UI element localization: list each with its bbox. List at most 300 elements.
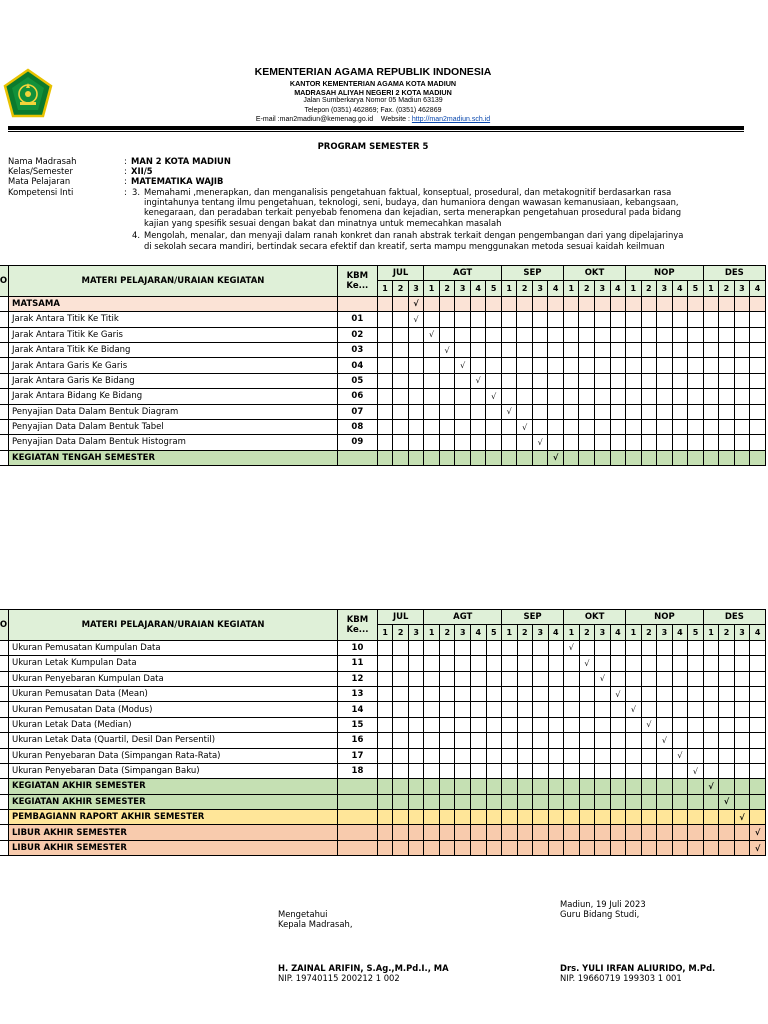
week-cell [641,435,657,450]
week-cell [455,389,471,404]
week-cell [377,733,393,748]
week-cell [610,825,626,840]
week-cell [688,671,704,686]
week-cell [750,702,766,717]
week-header: 1 [377,625,393,640]
week-cell [595,373,611,388]
week-cell [719,686,735,701]
week-cell [579,312,595,327]
week-cell [719,763,735,778]
week-cell [688,656,704,671]
info-value: MAN 2 KOTA MADIUN [131,156,231,166]
week-cell [455,419,471,434]
week-cell [471,686,487,701]
week-cell [750,435,766,450]
week-cell [703,794,719,809]
week-cell [564,656,580,671]
week-cell [688,358,704,373]
check-mark: √ [703,779,719,794]
week-cell [703,358,719,373]
week-cell [563,419,579,434]
week-cell [533,640,549,655]
week-cell [579,702,595,717]
month-header: OKT [564,610,626,625]
week-cell [626,389,642,404]
week-cell [688,373,704,388]
principal-nip: NIP. 19740115 200212 1 002 [278,973,400,983]
week-cell [439,419,455,434]
week-cell [626,312,642,327]
signature-left [278,909,353,929]
week-cell [719,342,735,357]
week-cell [657,840,673,855]
week-cell [501,373,517,388]
week-cell [626,686,642,701]
table-row [0,389,766,404]
week-cell [377,450,393,465]
week-cell [424,404,440,419]
row-number-cell [0,342,8,357]
check-mark: √ [532,435,548,450]
week-cell [688,296,704,311]
week-cell [470,389,486,404]
week-cell [688,810,704,825]
week-cell [393,810,409,825]
week-cell [750,810,766,825]
week-cell [672,419,688,434]
week-cell [719,435,735,450]
check-mark: √ [626,702,642,717]
week-cell [688,702,704,717]
week-cell [470,312,486,327]
week-cell [610,840,626,855]
week-header: 1 [563,281,579,296]
week-cell [424,450,440,465]
week-cell [672,671,688,686]
week-cell [517,763,533,778]
week-cell [734,779,750,794]
week-header: 3 [657,281,673,296]
week-cell [377,435,393,450]
week-cell [703,404,719,419]
week-cell [750,450,766,465]
week-cell [579,779,595,794]
week-cell [626,717,642,732]
week-cell [455,686,471,701]
ki4-number: 4. [132,230,140,240]
teacher-nip: NIP. 19660719 199303 1 001 [560,973,682,983]
check-mark: √ [610,686,626,701]
week-cell [672,358,688,373]
signature-left-name [278,963,449,983]
week-cell [486,312,502,327]
week-header: 4 [672,625,688,640]
table-row [0,671,766,686]
week-cell [486,656,502,671]
week-cell [579,717,595,732]
week-header: 1 [703,281,719,296]
week-cell [533,733,549,748]
week-cell [533,825,549,840]
row-kbm: 17 [338,748,378,763]
week-cell [672,763,688,778]
week-cell [533,779,549,794]
week-cell [734,312,750,327]
week-cell [672,373,688,388]
week-cell [641,327,657,342]
week-cell [393,373,409,388]
week-cell [626,779,642,794]
week-cell [641,389,657,404]
principal-name: H. ZAINAL ARIFIN, S.Ag.,M.Pd.I., MA [278,963,449,973]
week-cell [517,404,533,419]
row-number-cell [0,763,8,778]
row-number-cell [0,327,8,342]
week-header: 2 [641,281,657,296]
week-cell [750,656,766,671]
office-name: KANTOR KEMENTERIAN AGAMA KOTA MADIUN [289,79,457,88]
week-cell [393,389,409,404]
week-cell [703,640,719,655]
week-cell [610,296,626,311]
week-cell [517,312,533,327]
week-cell [734,435,750,450]
month-header: NOP [626,266,704,281]
table-row [0,656,766,671]
week-cell [672,810,688,825]
row-topic: Penyajian Data Dalam Bentuk Histogram [8,435,337,450]
check-mark: √ [486,389,502,404]
week-cell [750,373,766,388]
week-cell [424,810,440,825]
row-topic: Jarak Antara Garis Ke Bidang [8,373,337,388]
ki4-line: Mengolah, menalar, dan menyaji dalam ranah konkret dan ranah abstrak terkait dengan pengembangan dari yang dipelajarinya [144,230,684,240]
week-cell [439,794,455,809]
row-number-cell [0,702,8,717]
row-kbm: 12 [338,671,378,686]
row-number-cell [0,794,8,809]
document-title: PROGRAM SEMESTER 5 [317,142,429,152]
week-cell [595,358,611,373]
week-cell [657,717,673,732]
week-cell [579,794,595,809]
week-cell [641,686,657,701]
week-cell [688,640,704,655]
week-header: 4 [610,281,626,296]
week-cell [486,640,502,655]
week-cell [750,389,766,404]
week-cell [579,640,595,655]
week-cell [595,327,611,342]
week-cell [719,748,735,763]
kbm-label-sub: Ke... [346,280,369,291]
week-cell [750,717,766,732]
month-header: NOP [626,610,704,625]
week-cell [455,702,471,717]
table-row [0,373,766,388]
week-cell [439,358,455,373]
week-cell [563,373,579,388]
week-cell [439,779,455,794]
week-cell [672,312,688,327]
table-row [0,733,766,748]
week-cell [579,389,595,404]
row-topic: MATSAMA [8,296,337,311]
week-cell [595,312,611,327]
week-cell [688,435,704,450]
table-header-row [0,266,766,281]
week-cell [517,296,533,311]
week-cell [393,312,409,327]
week-cell [734,389,750,404]
row-topic: Jarak Antara Garis Ke Garis [8,358,337,373]
week-cell [501,389,517,404]
week-cell [548,794,564,809]
row-number-cell [0,656,8,671]
week-cell [408,389,424,404]
table-row [0,640,766,655]
row-topic: PEMBAGIANN RAPORT AKHIR SEMESTER [8,810,337,825]
week-cell [595,840,611,855]
week-cell [703,419,719,434]
row-topic: Ukuran Penyebaran Kumpulan Data [8,671,337,686]
row-kbm: 14 [338,702,378,717]
week-cell [688,779,704,794]
week-cell [595,419,611,434]
ki3-line: ingintahunya tentang ilmu pengetahuan, teknologi, seni, budaya, dan humaniora dengan wawasan kemanusiaan, kebangsaan, [144,197,679,207]
month-header: DES [703,266,765,281]
week-cell [734,450,750,465]
week-cell [532,389,548,404]
week-cell [595,763,611,778]
signature-right-name [560,963,715,983]
week-cell [393,794,409,809]
week-cell [626,825,642,840]
week-cell [595,748,611,763]
week-cell [563,358,579,373]
week-cell [439,640,455,655]
week-cell [657,763,673,778]
week-cell [393,327,409,342]
row-kbm: 08 [337,419,377,434]
week-cell [734,327,750,342]
week-cell [517,779,533,794]
week-cell [595,435,611,450]
week-cell [502,825,518,840]
sign-left-line2: Kepala Madrasah, [278,919,353,929]
row-kbm: 02 [337,327,377,342]
row-topic: KEGIATAN TENGAH SEMESTER [8,450,337,465]
week-cell [734,733,750,748]
week-cell [517,840,533,855]
row-number-cell [0,748,8,763]
week-cell [688,686,704,701]
week-cell [719,656,735,671]
week-cell [719,810,735,825]
week-cell [657,656,673,671]
row-number-cell [0,733,8,748]
week-cell [501,435,517,450]
week-cell [564,825,580,840]
col-materi-header: MATERI PELAJARAN/URAIAN KEGIATAN [8,266,337,297]
week-cell [486,327,502,342]
week-cell [672,435,688,450]
row-topic: KEGIATAN AKHIR SEMESTER [8,779,337,794]
week-cell [734,671,750,686]
week-cell [424,686,440,701]
row-kbm [338,840,378,855]
week-cell [439,825,455,840]
week-cell [703,342,719,357]
row-topic: Jarak Antara Bidang Ke Bidang [8,389,337,404]
week-cell [424,733,440,748]
week-cell [393,342,409,357]
week-cell [424,656,440,671]
week-cell [408,450,424,465]
row-number-cell [0,717,8,732]
week-cell [424,825,440,840]
week-cell [672,640,688,655]
week-cell [439,733,455,748]
school-address: Jalan Sumberkarya Nomor 05 Madiun 63139 [303,97,443,104]
week-cell [486,763,502,778]
week-cell [486,404,502,419]
check-mark: √ [501,404,517,419]
week-cell [548,419,564,434]
week-cell [408,640,424,655]
email-text: E-mail :man2madiun@kemenag.go.id Website : [255,116,412,123]
week-cell [688,840,704,855]
row-kbm: 01 [337,312,377,327]
week-cell [595,404,611,419]
week-cell [455,640,471,655]
row-kbm [338,794,378,809]
week-cell [595,779,611,794]
check-mark: √ [657,733,673,748]
week-cell [377,640,393,655]
week-cell [610,435,626,450]
row-topic: Ukuran Penyebaran Data (Simpangan Rata-Rata) [8,748,337,763]
table-row [0,342,766,357]
week-cell [393,825,409,840]
week-cell [486,419,502,434]
row-kbm: 15 [338,717,378,732]
week-cell [377,840,393,855]
week-cell [408,763,424,778]
table-row [0,794,766,809]
week-cell [626,733,642,748]
school-phone: Telepon (0351) 462869; Fax. (0351) 462869 [304,107,442,114]
week-cell [439,686,455,701]
month-header: AGT [424,266,502,281]
week-cell [408,702,424,717]
week-cell [641,702,657,717]
row-kbm [338,779,378,794]
schedule-table-1 [0,265,766,466]
week-cell [533,763,549,778]
week-cell [548,296,564,311]
week-cell [548,435,564,450]
week-header: 2 [719,625,735,640]
website-link[interactable]: http://man2madiun.sch.id [411,116,491,123]
col-no-header: O [0,610,8,641]
row-topic: LIBUR AKHIR SEMESTER [8,825,337,840]
week-header: 2 [517,281,533,296]
week-cell [532,327,548,342]
week-cell [548,342,564,357]
week-header: 2 [439,281,455,296]
week-cell [734,342,750,357]
week-cell [657,404,673,419]
week-cell [486,825,502,840]
week-cell [564,748,580,763]
week-cell [641,373,657,388]
week-cell [719,419,735,434]
week-cell [377,717,393,732]
week-cell [564,686,580,701]
week-cell [486,686,502,701]
week-cell [439,450,455,465]
week-cell [548,312,564,327]
week-cell [564,763,580,778]
week-header: 5 [688,281,704,296]
info-label: Kelas/Semester [8,166,73,176]
week-cell [703,717,719,732]
week-cell [703,702,719,717]
week-cell [563,450,579,465]
week-cell [377,671,393,686]
week-cell [424,312,440,327]
week-cell [719,312,735,327]
col-no-header: O [0,266,8,297]
week-cell [471,717,487,732]
week-cell [564,671,580,686]
week-header: 3 [734,281,750,296]
row-number-cell [0,373,8,388]
week-cell [672,702,688,717]
week-header: 3 [455,281,471,296]
week-cell [424,296,440,311]
table-row [0,810,766,825]
week-cell [657,435,673,450]
week-cell [548,825,564,840]
row-topic: Penyajian Data Dalam Bentuk Tabel [8,419,337,434]
week-cell [734,419,750,434]
week-header: 3 [595,625,611,640]
row-number-cell [0,671,8,686]
week-cell [734,794,750,809]
row-kbm: 11 [338,656,378,671]
teacher-name: Drs. YULI IRFAN ALIURIDO, M.Pd. [560,963,716,973]
table-row [0,763,766,778]
week-cell [719,640,735,655]
week-cell [471,840,487,855]
week-header: 3 [408,625,424,640]
week-cell [502,840,518,855]
week-cell [564,810,580,825]
week-cell [750,342,766,357]
week-cell [455,748,471,763]
week-cell [501,312,517,327]
week-cell [610,733,626,748]
week-cell [564,794,580,809]
week-cell [471,810,487,825]
week-cell [610,748,626,763]
week-cell [641,312,657,327]
week-cell [501,419,517,434]
week-header: 3 [532,281,548,296]
week-cell [688,794,704,809]
